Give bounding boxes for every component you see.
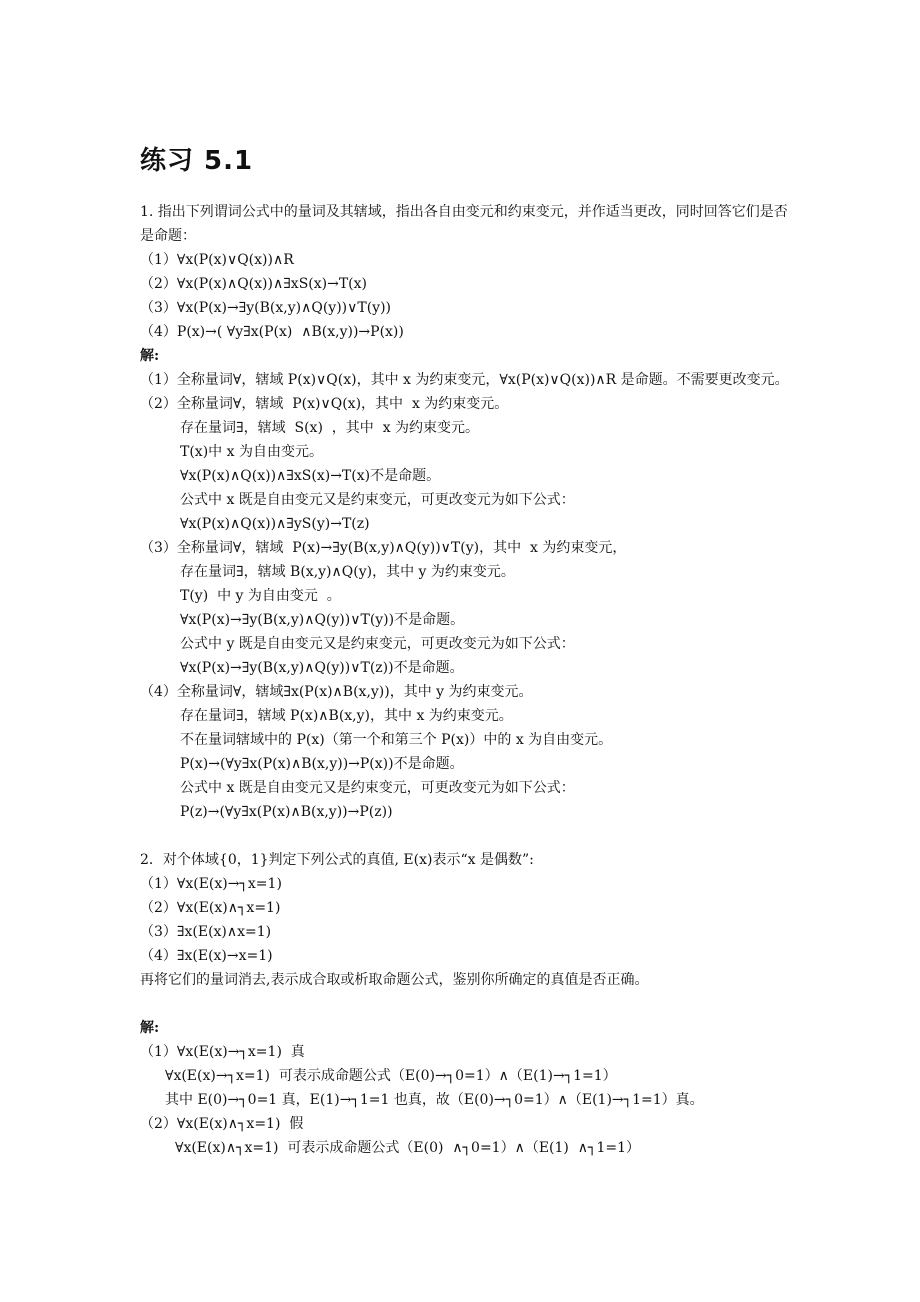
q1-item: （2）∀x(P(x)∧Q(x))∧∃xS(x)→T(x) [140, 276, 367, 292]
q1-answer-4-line: 不在量词辖域中的 P(x)（第一个和第三个 P(x)）中的 x 为自由变元。 [180, 732, 613, 748]
q2-solution-2-line: ∀x(E(x)∧┐x=1) 可表示成命题公式（E(0) ∧┐0=1）∧（E(1) ∧┐1=1） [175, 1140, 641, 1156]
q1-answer-4-line: 公式中 x 既是自由变元又是约束变元，可更改变元为如下公式： [180, 780, 575, 796]
q1-answer-3-line: T(y) 中 y 为自由变元 。 [180, 588, 341, 604]
q1-item: （3）∀x(P(x)→∃y(B(x,y)∧Q(y))∨T(y)) [140, 300, 392, 316]
q1-answer-1: （1）全称量词∀，辖域 P(x)∨Q(x)，其中 x 为约束变元，∀x(P(x)∨Q(x))∧R 是命题。不需要更改变元。 [140, 372, 789, 388]
q1-answer-4-line: P(z)→(∀y∃x(P(x)∧B(x,y))→P(z)) [180, 804, 393, 820]
document-body [140, 200, 790, 1160]
page-title: 练习 5.1 [140, 146, 254, 176]
q2-prompt: 2．对个体域{0，1}判定下列公式的真值, E(x)表示“x 是偶数”: [140, 852, 534, 868]
q2-solution-2-line: （2）∀x(E(x)∧┐x=1) 假 [140, 1116, 304, 1132]
q1-answer-2-line: T(x)中 x 为自由变元。 [180, 444, 323, 460]
q1-answer-3-line: （3）全称量词∀，辖域 P(x)→∃y(B(x,y)∧Q(y))∨T(y)，其中 x 为约束变元， [140, 540, 627, 556]
q2-answer-label: 解: [140, 1020, 160, 1036]
q2-instruction: 再将它们的量词消去,表示成合取或析取命题公式，鉴别你所确定的真值是否正确。 [140, 972, 649, 988]
q2-item: （2）∀x(E(x)∧┐x=1) [140, 900, 281, 916]
q2-solution-1-line: （1）∀x(E(x)→┐x=1) 真 [140, 1044, 305, 1060]
q1-answer-2-line: （2）全称量词∀，辖域 P(x)∨Q(x)，其中 x 为约束变元。 [140, 396, 509, 412]
q1-answer-4-line: P(x)→(∀y∃x(P(x)∧B(x,y))→P(x))不是命题。 [180, 756, 464, 772]
section-spacer [140, 824, 790, 848]
q1-answer-4-line: 存在量词∃，辖域 P(x)∧B(x,y)，其中 x 为约束变元。 [180, 708, 513, 724]
q1-answer-3-line: ∀x(P(x)→∃y(B(x,y)∧Q(y))∨T(z))不是命题。 [180, 660, 464, 676]
q1-prompt: 1. 指出下列谓词公式中的量词及其辖域，指出各自由变元和约束变元，并作适当更改，同时回答它们是否是命题： [140, 204, 788, 244]
q1-answer-3-line: 公式中 y 既是自由变元又是约束变元，可更改变元为如下公式： [180, 636, 575, 652]
q1-item: （1）∀x(P(x)∨Q(x))∧R [140, 252, 294, 268]
q1-answer-3-line: ∀x(P(x)→∃y(B(x,y)∧Q(y))∨T(y))不是命题。 [180, 612, 465, 628]
q1-answer-2-line: 存在量词∃，辖域 S(x) ，其中 x 为约束变元。 [180, 420, 480, 436]
q2-item: （1）∀x(E(x)→┐x=1) [140, 876, 282, 892]
q1-answer-4-line: （4）全称量词∀，辖域∃x(P(x)∧B(x,y))，其中 y 为约束变元。 [140, 684, 533, 700]
q2-solution-1-line: ∀x(E(x)→┐x=1) 可表示成命题公式（E(0)→┐0=1）∧（E(1)→┐1=1） [165, 1068, 617, 1084]
q1-answer-3-line: 存在量词∃，辖域 B(x,y)∧Q(y)，其中 y 为约束变元。 [180, 564, 515, 580]
q1-item: （4）P(x)→( ∀y∃x(P(x) ∧B(x,y))→P(x)) [140, 324, 404, 340]
q2-item: （3）∃x(E(x)∧x=1) [140, 924, 272, 940]
q1-answer-2-line: 公式中 x 既是自由变元又是约束变元，可更改变元为如下公式： [180, 492, 575, 508]
section-spacer [140, 992, 790, 1016]
q1-answer-2-line: ∀x(P(x)∧Q(x))∧∃xS(x)→T(x)不是命题。 [180, 468, 441, 484]
q2-item: （4）∃x(E(x)→x=1) [140, 948, 273, 964]
q2-solution-1-line: 其中 E(0)→┐0=1 真，E(1)→┐1=1 也真，故（E(0)→┐0=1）∧（E(1)→┐1=1）真。 [165, 1092, 704, 1108]
q1-answer-label: 解: [140, 348, 160, 364]
q1-answer-2-line: ∀x(P(x)∧Q(x))∧∃yS(y)→T(z) [180, 516, 370, 532]
